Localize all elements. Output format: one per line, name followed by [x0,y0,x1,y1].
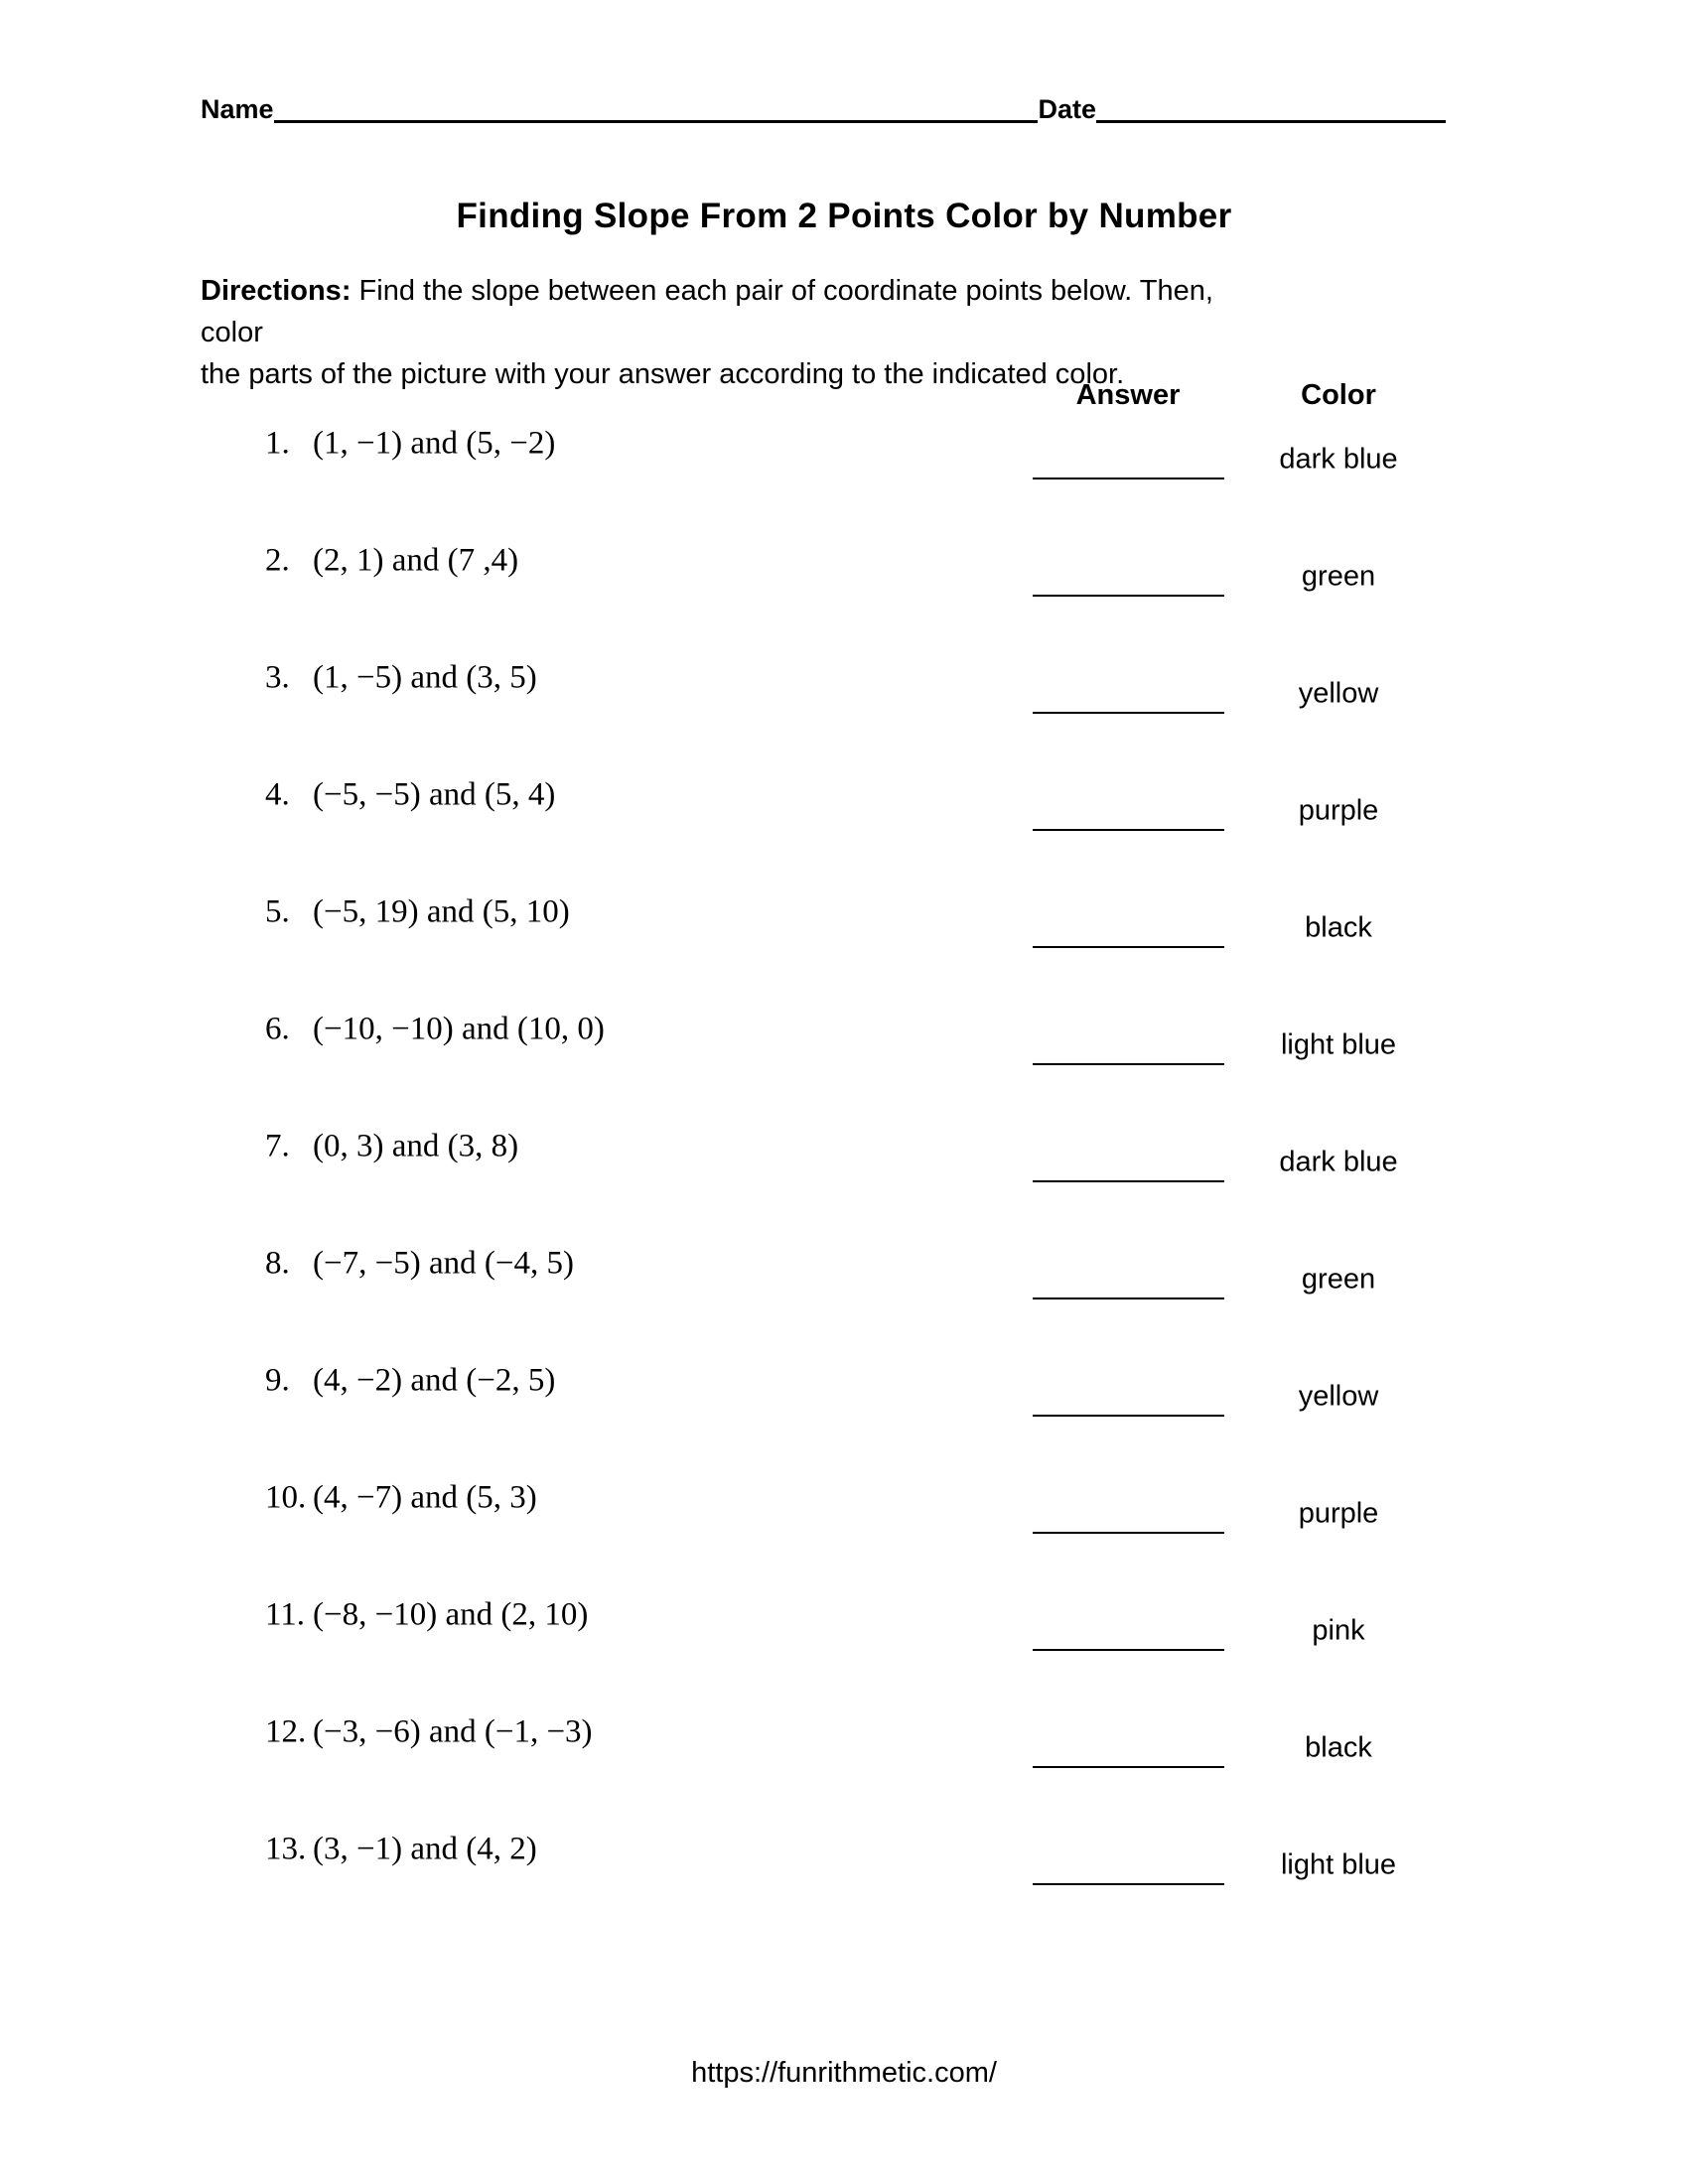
problem-points: (−7, −5) and (−4, 5) [313,1245,574,1282]
problem-text [265,543,518,580]
problem-number: 4. [265,776,290,813]
answer-blank [1033,1500,1224,1534]
problem-points: (4, −2) and (−2, 5) [313,1362,556,1399]
directions-label: Directions: [201,275,352,307]
problem-number: 1. [265,425,290,462]
problem-points: (2, 1) and (7 ,4) [313,542,519,579]
answer-blank [1033,1851,1224,1885]
problem-text [265,660,537,697]
column-header-answer: Answer [1075,379,1181,411]
problem-points: (4, −7) and (5, 3) [313,1479,537,1516]
color-label: green [1301,1263,1376,1296]
color-label: dark blue [1279,1146,1398,1178]
color-label: light blue [1280,1848,1397,1881]
problem-number: 9. [265,1362,290,1399]
problem-number: 2. [265,542,290,579]
answer-blank [1033,797,1224,831]
answer-blank [1033,563,1224,597]
problem-text [265,1832,537,1868]
color-label: black [1305,911,1372,944]
footer-url: https://funrithmetic.com/ [691,2057,997,2089]
color-label: purple [1298,794,1379,827]
color-label: yellow [1298,677,1379,710]
directions [201,270,1223,395]
name-blank-line [274,120,1039,123]
answer-blank [1033,1031,1224,1065]
name-date-row [201,95,1446,125]
color-label: light blue [1280,1028,1397,1061]
problem-number: 8. [265,1245,290,1282]
problem-points: (−10, −10) and (10, 0) [313,1011,605,1047]
problem-text [265,426,555,463]
problem-text [265,1714,593,1751]
color-label: purple [1298,1497,1379,1530]
directions-line1: Find the slope between each pair of coordinate points below. Then, color [201,275,1213,348]
problem-number: 7. [265,1128,290,1164]
problem-number: 3. [265,659,290,696]
answer-blank [1033,1149,1224,1182]
answer-blank [1033,446,1224,479]
problem-text [265,1129,518,1165]
page-title: Finding Slope From 2 Points Color by Number [456,197,1232,235]
answer-blank [1033,914,1224,948]
color-label: dark blue [1279,443,1398,476]
problem-text [265,777,555,814]
problem-text [265,1012,605,1048]
problem-text [265,1480,537,1517]
problem-number: 10. [265,1479,307,1516]
column-header-color: Color [1301,379,1376,411]
problem-text [265,894,570,931]
problem-points: (1, −1) and (5, −2) [313,425,556,462]
color-label: green [1301,560,1376,593]
problem-points: (0, 3) and (3, 8) [313,1128,519,1164]
problem-number: 6. [265,1011,290,1047]
problem-number: 12. [265,1713,307,1750]
answer-blank [1033,680,1224,714]
problem-text [265,1246,574,1283]
problem-text [265,1597,588,1634]
date-blank-line [1096,120,1446,123]
answer-blank [1033,1734,1224,1768]
problem-points: (−5, 19) and (5, 10) [313,893,570,930]
color-label: yellow [1298,1380,1379,1413]
problem-text [265,1363,555,1400]
problem-points: (−8, −10) and (2, 10) [313,1596,589,1633]
answer-blank [1033,1266,1224,1299]
problem-points: (1, −5) and (3, 5) [313,659,537,696]
color-label: pink [1312,1614,1365,1647]
answer-blank [1033,1617,1224,1651]
directions-line2: the parts of the picture with your answer according to the indicated color. [201,358,1125,390]
problem-points: (−5, −5) and (5, 4) [313,776,556,813]
problem-number: 11. [265,1596,306,1633]
name-label: Name [201,94,274,124]
color-label: black [1305,1731,1372,1764]
problem-number: 13. [265,1831,307,1867]
date-label: Date [1038,94,1096,124]
answer-blank [1033,1383,1224,1417]
problem-points: (3, −1) and (4, 2) [313,1831,537,1867]
problem-number: 5. [265,893,290,930]
problem-points: (−3, −6) and (−1, −3) [313,1713,593,1750]
